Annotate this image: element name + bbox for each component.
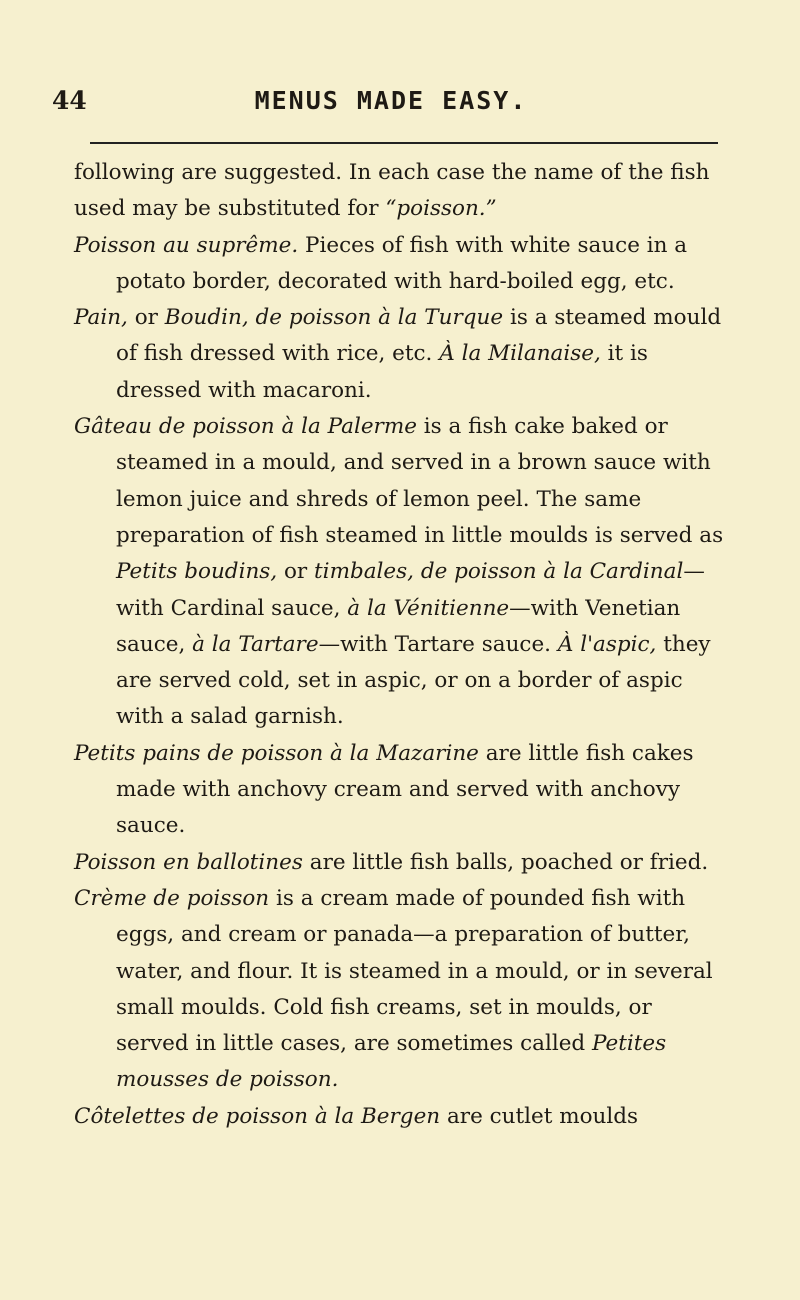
entry-gateau-de-poisson: Gâteau de poisson à la Palerme is a fish cake baked or steamed in a mould, and served in a brown sauce with lemon juice and shreds of lemon peel. The same preparation of fish steamed in little moulds is served as Petits boudins, or timbales, de poisson à la Cardinal—with Cardinal sauce, à la Vénitienne—with Venetian sauce, à la Tartare—with Tartare sauce. À l'aspic, they are served cold, set in aspic, or on a border of aspic with a salad garnish. <box>74 414 724 730</box>
entry-cotelettes: Côtelettes de poisson à la Bergen are cutlet moulds <box>74 1103 639 1129</box>
entry-petits-pains: Petits pains de poisson à la Mazarine are little fish cakes made with anchovy cream and served with anchovy sauce. <box>74 740 694 839</box>
entry-pain-boudin: Pain, or Boudin, de poisson à la Turque is a steamed mould of fish dressed with rice, etc. À la Milanaise, it is dressed with macaroni. <box>74 305 722 403</box>
page-header <box>52 86 730 126</box>
body-text <box>74 155 724 1135</box>
entry-poisson-au-supreme: Poisson au suprême. Pieces of fish with white sauce in a potato border, decorated with hard-boiled egg, etc. <box>74 232 688 294</box>
page-number: 44 <box>52 86 87 115</box>
running-title: MENUS MADE EASY. <box>254 86 528 115</box>
header-rule <box>90 142 718 144</box>
intro-paragraph: following are suggested. In each case the name of the fish used may be substituted for “poisson.” <box>74 160 710 222</box>
entry-poisson-en-ballotines: Poisson en ballotines are little fish balls, poached or fried. <box>74 849 709 875</box>
entry-creme-de-poisson: Crème de poisson is a cream made of pounded fish with eggs, and cream or panada—a preparation of butter, water, and flour. It is steamed in a mould, or in several small moulds. Cold fish creams, set in moulds, or served in little cases, are sometimes called Petites mousses de poisson. <box>74 885 713 1093</box>
